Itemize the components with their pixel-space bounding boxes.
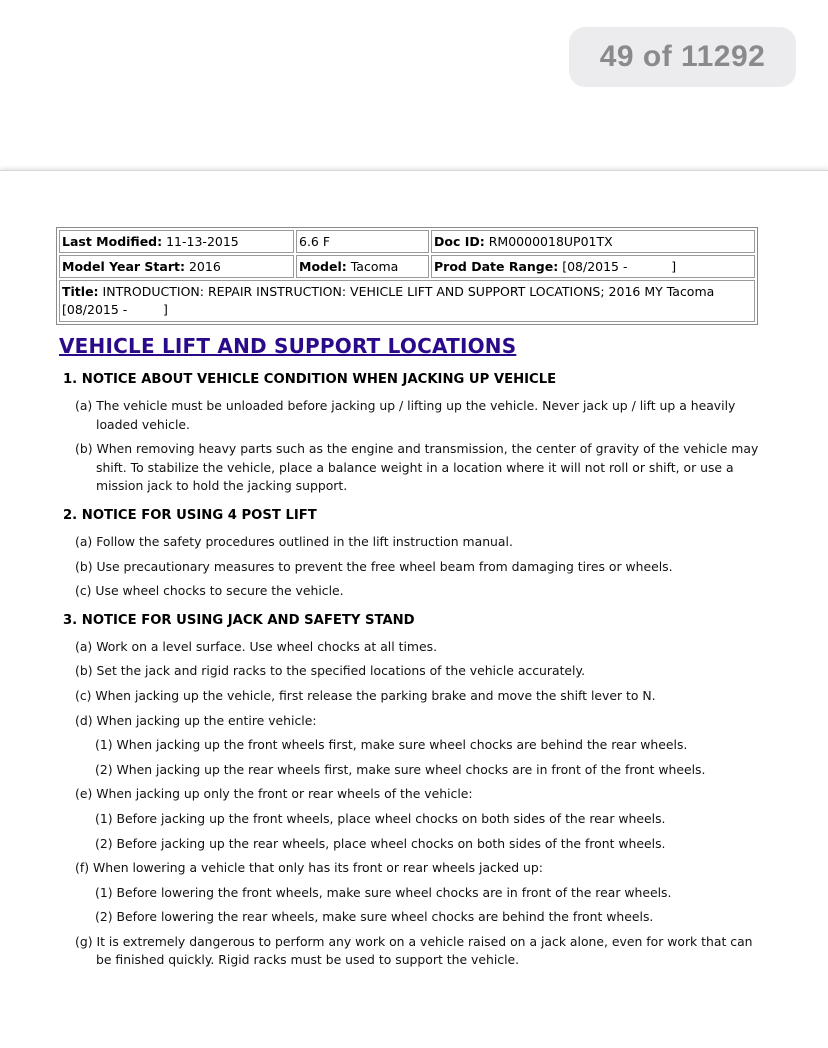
model-year-cell: Model Year Start: 2016: [59, 255, 294, 278]
model-cell: Model: Tacoma: [296, 255, 429, 278]
content: [63, 371, 763, 970]
list-item: (1) When jacking up the front wheels first, make sure wheel chocks are behind the rear wheels.: [95, 737, 688, 753]
list-item: (e) When jacking up only the front or rear wheels of the vehicle:: [75, 786, 473, 802]
list-item: (2) Before jacking up the rear wheels, place wheel chocks on both sides of the front wheels.: [95, 835, 666, 851]
list-item: (c) Use wheel chocks to secure the vehicle.: [75, 583, 344, 599]
document-page: [0, 170, 828, 1048]
page-title[interactable]: VEHICLE LIFT AND SUPPORT LOCATIONS: [59, 334, 517, 358]
list-item: (a) Work on a level surface. Use wheel chocks at all times.: [75, 638, 438, 654]
section-title: 3. NOTICE FOR USING JACK AND SAFETY STAND: [63, 612, 415, 628]
metadata-table: [56, 227, 758, 325]
list-item: (g) It is extremely dangerous to perform any work on a vehicle raised on a jack alone, even for work that can be finished quickly. Rigid racks must be used to support the vehicle.: [75, 933, 753, 968]
list-item: (1) Before jacking up the front wheels, place wheel chocks on both sides of the rear wheels.: [95, 810, 666, 826]
list-item: (b) Use precautionary measures to prevent the free wheel beam from damaging tires or wheels.: [75, 558, 673, 574]
doc-id-cell: Doc ID: RM0000018UP01TX: [431, 230, 755, 253]
last-modified-cell: Last Modified: 11-13-2015: [59, 230, 294, 253]
section-title: 2. NOTICE FOR USING 4 POST LIFT: [63, 507, 317, 523]
list-item: (d) When jacking up the entire vehicle:: [75, 712, 317, 728]
version-cell: 6.6 F: [296, 230, 429, 253]
title-cell: Title: INTRODUCTION: REPAIR INSTRUCTION: VEHICLE LIFT AND SUPPORT LOCATIONS; 2016 MY Tacoma [08/2015 - ]: [59, 280, 755, 322]
table-row: [59, 255, 755, 278]
list-item: (2) Before lowering the rear wheels, make sure wheel chocks are behind the front wheels.: [95, 909, 654, 925]
prod-date-cell: Prod Date Range: [08/2015 - ]: [431, 255, 755, 278]
list-item: (b) When removing heavy parts such as the engine and transmission, the center of gravity of the vehicle may shift. To stabilize the vehicle, place a balance weight in a location where it will not roll or shift, or use a mission jack to hold the jacking support.: [75, 441, 759, 494]
list-item: (2) When jacking up the rear wheels first, make sure wheel chocks are in front of the front wheels.: [95, 761, 706, 777]
list-item: (f) When lowering a vehicle that only has its front or rear wheels jacked up:: [75, 860, 543, 876]
list-item: (c) When jacking up the vehicle, first release the parking brake and move the shift lever to N.: [75, 687, 656, 703]
section-title: 1. NOTICE ABOUT VEHICLE CONDITION WHEN JACKING UP VEHICLE: [63, 372, 557, 387]
list-item: (1) Before lowering the front wheels, make sure wheel chocks are in front of the rear wheels.: [95, 884, 672, 900]
list-item: (a) Follow the safety procedures outlined in the lift instruction manual.: [75, 533, 513, 549]
page-counter: 49 of 11292: [569, 27, 796, 87]
list-item: (b) Set the jack and rigid racks to the specified locations of the vehicle accurately.: [75, 663, 586, 679]
list-item: (a) The vehicle must be unloaded before jacking up / lifting up the vehicle. Never jack up / lift up a heavily loaded vehicle.: [75, 398, 736, 432]
table-row: [59, 280, 755, 322]
table-row: [59, 230, 755, 253]
